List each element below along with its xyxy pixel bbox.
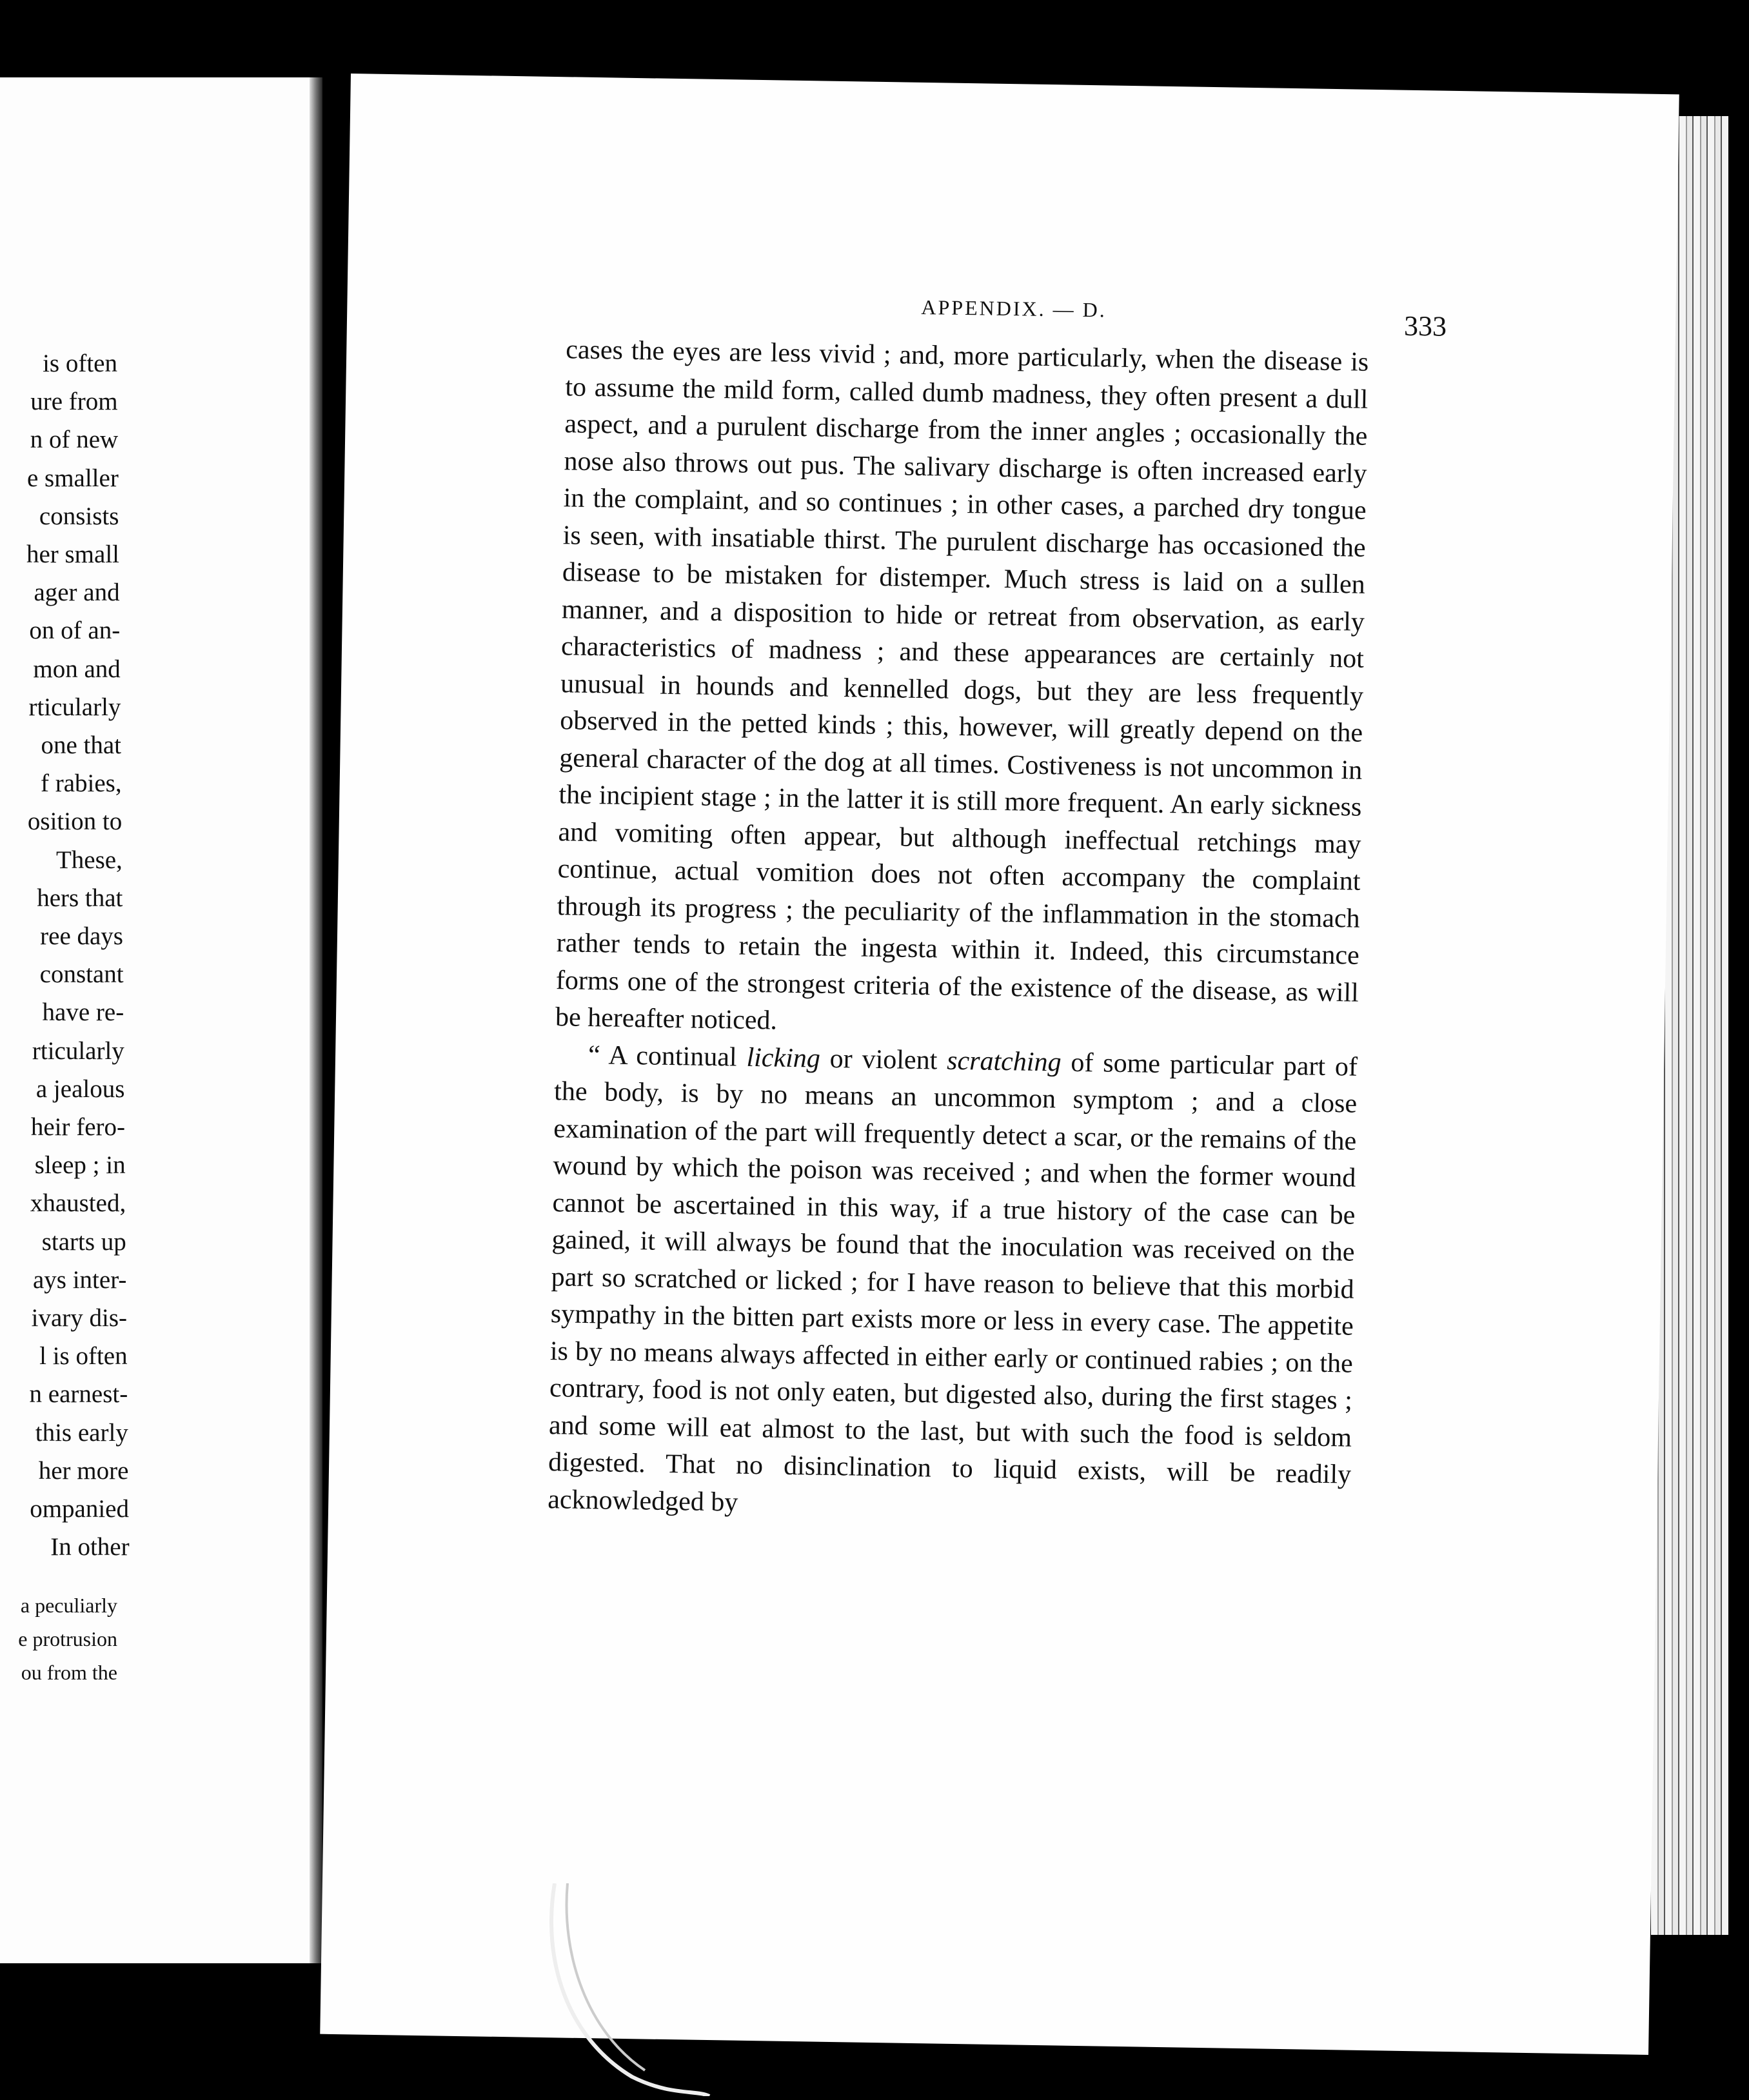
running-head: APPENDIX. — D. bbox=[921, 295, 1107, 322]
ribbon-bookmark-icon bbox=[529, 1883, 722, 2096]
facing-page-footnote-line: e protrusion bbox=[18, 1627, 117, 1650]
facing-page-line: sleep ; in bbox=[34, 1151, 126, 1180]
facing-page-text bbox=[0, 77, 317, 1963]
paragraph-2-mid: or violent bbox=[820, 1044, 947, 1076]
facing-page-line: her more bbox=[38, 1456, 129, 1485]
facing-page-line: have re- bbox=[42, 998, 124, 1027]
paragraph-1: cases the eyes are less vivid ; and, more particularly, when the disease is to assume the mild form, called dumb madness, they often present a dull aspect, and a purulent discharge from the inner angles ; occasionally the nose also throws out pus. The salivary discharge is often increased early in the complaint, and so continues ; in other cases, a parched dry tongue is seen, with insatiable thirst. The purulent discharge has occasioned the disease to be mistaken for distemper. Much stress is laid on a sullen manner, and a disposition to hide or retreat from observation, as early characteristics of madness ; and these appearances are certainly not unusual in hounds and kennelled dogs, but they are less frequently observed in the petted kinds ; this, however, will greatly depend on the general character of the dog at all times. Costiveness is not uncommon in the incipient stage ; in the latter it is still more frequent. An early sickness and vomiting often appear, but although ineffectual retchings may continue, actual vomition does not often accompany the complaint through its progress ; the peculiarity of the inflammation in the stomach rather tends to retain the ingesta within it. Indeed, this circumstance forms one of the strongest criteria of the existence of the disease, as will be hereafter noticed. bbox=[555, 335, 1369, 1036]
facing-page-line: xhausted, bbox=[30, 1189, 126, 1218]
page-number: 333 bbox=[1403, 310, 1447, 342]
facing-page-line: one that bbox=[41, 731, 121, 759]
paragraph-2 bbox=[548, 1036, 1358, 1531]
emphasis-licking: licking bbox=[746, 1042, 821, 1074]
facing-page-line: rticularly bbox=[28, 693, 121, 721]
facing-page-line: e smaller bbox=[26, 464, 119, 492]
facing-page-line: ree days bbox=[40, 922, 123, 950]
book-gutter bbox=[310, 77, 322, 1963]
facing-page-line: n earnest- bbox=[29, 1380, 128, 1409]
facing-page-line: osition to bbox=[27, 807, 123, 836]
facing-page-line: on of an- bbox=[29, 617, 121, 645]
facing-page-line: hers that bbox=[37, 884, 123, 912]
facing-page-line: a jealous bbox=[35, 1075, 125, 1103]
facing-page bbox=[0, 77, 317, 1963]
facing-page-line: ure from bbox=[30, 388, 118, 416]
facing-page-footnote-line: ou from the bbox=[21, 1661, 117, 1684]
facing-page-line: ager and bbox=[34, 579, 120, 607]
facing-page-line: ompanied bbox=[30, 1495, 129, 1523]
facing-page-line: her small bbox=[26, 540, 119, 568]
paragraph-2-start: “ A continual bbox=[588, 1040, 747, 1073]
paragraph-2-rest: of some particular part of the body, is by no means an uncommon symptom ; and a close examination of the part will frequently detect a scar, or the remains of the wound by which the poison was received ; and when the former wound cannot be ascertained in this way, if a true history of the case can be gained, it will always be found that the inoculation was received on the part so scratched or licked ; for I have reason to believe that this morbid sympathy in the bitten part exists more or less in every case. The appetite is by no means always affected in either early or continued rabies ; on the contrary, food is not only eaten, but digested also, during the first stages ; and some will eat almost to the last, but with such the food is seldom digested. That no disinclination to liquid exists, will be readily acknowledged by bbox=[547, 1047, 1358, 1518]
facing-page-line: rticularly bbox=[32, 1036, 124, 1065]
page-body bbox=[548, 332, 1369, 1530]
facing-page-line: ays inter- bbox=[32, 1265, 127, 1294]
facing-page-line: f rabies, bbox=[41, 769, 122, 798]
facing-page-line: heir fero- bbox=[30, 1113, 125, 1141]
facing-page-line: In other bbox=[50, 1533, 130, 1561]
facing-page-line: ivary dis- bbox=[31, 1304, 127, 1332]
facing-page-line: mon and bbox=[33, 655, 121, 683]
facing-page-line: These, bbox=[55, 846, 123, 874]
facing-page-footnote-line: a peculiarly bbox=[20, 1594, 117, 1617]
facing-page-line: is often bbox=[43, 350, 117, 377]
book-page bbox=[320, 74, 1679, 2055]
facing-page-line: n of new bbox=[30, 426, 119, 454]
facing-page-line: constant bbox=[39, 960, 124, 989]
facing-page-line: consists bbox=[39, 502, 119, 530]
facing-page-line: this early bbox=[35, 1418, 128, 1447]
facing-page-line: l is often bbox=[39, 1342, 128, 1371]
facing-page-line: starts up bbox=[41, 1227, 126, 1256]
emphasis-scratching: scratching bbox=[946, 1045, 1062, 1077]
